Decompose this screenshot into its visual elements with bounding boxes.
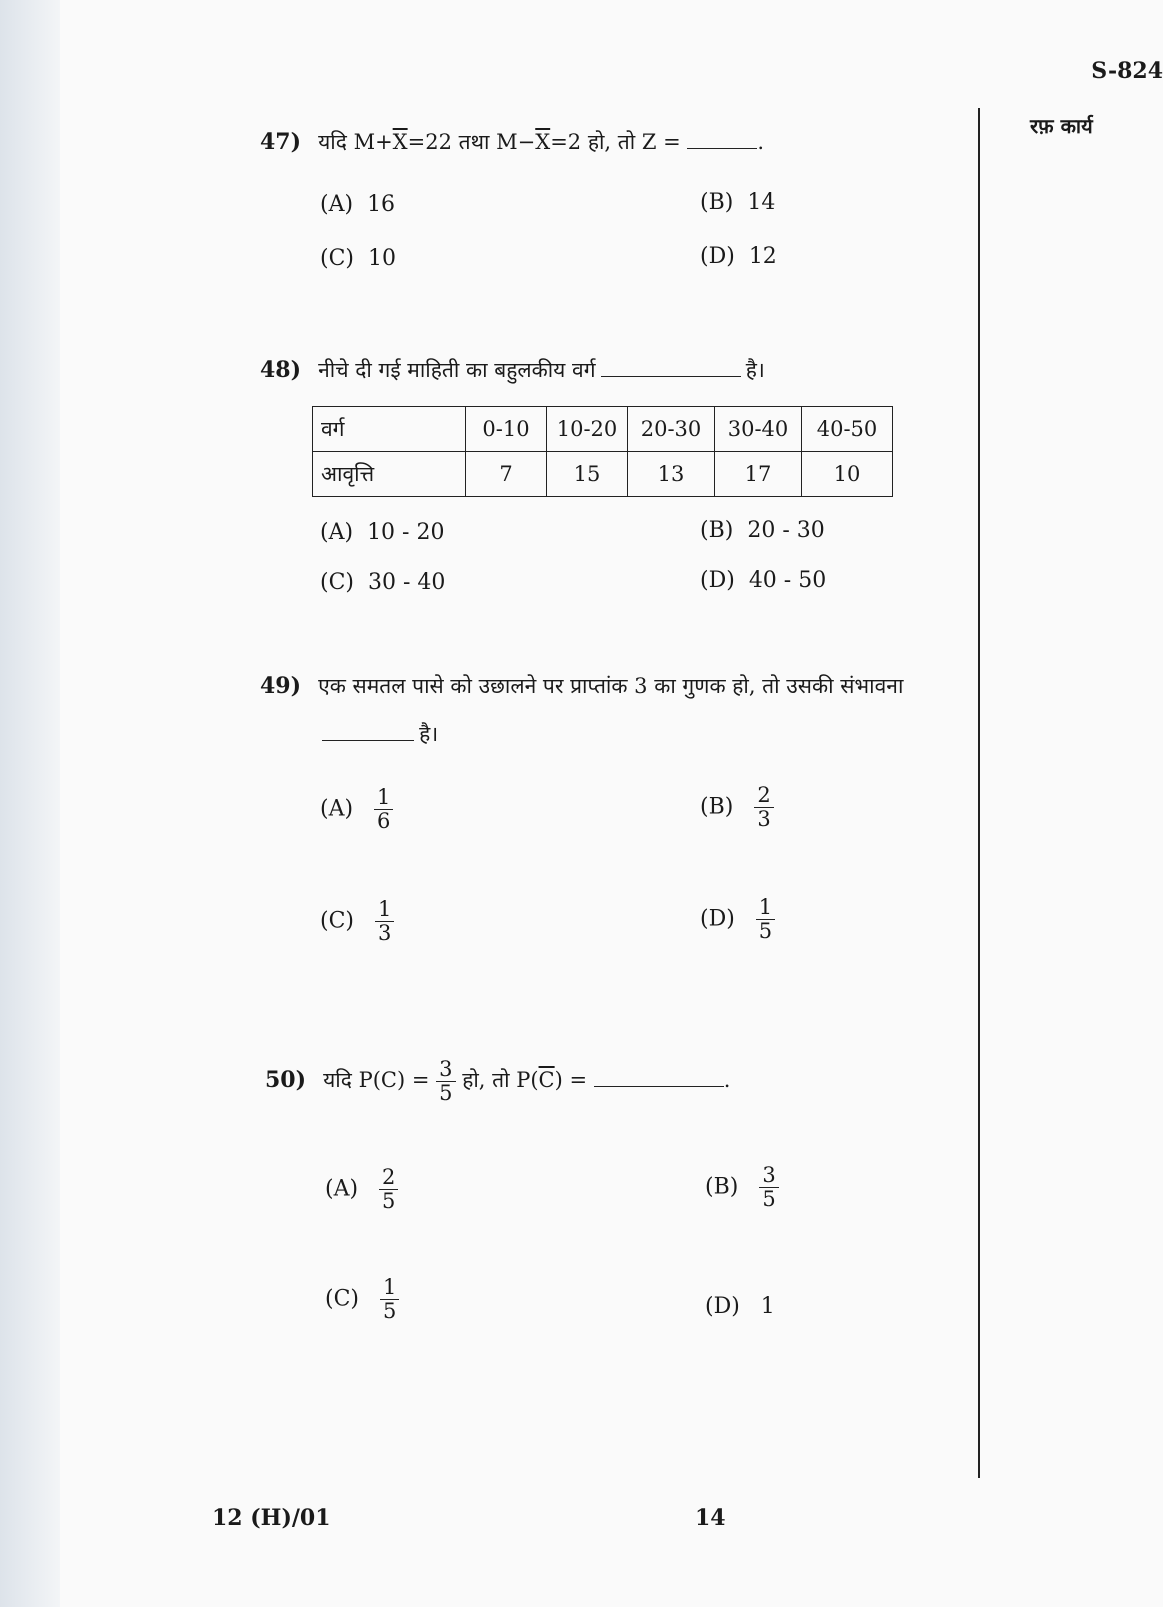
option-a: (A) 16 [320, 192, 396, 217]
option-b: (B) $\frac{3}{5}$ [705, 1164, 779, 1211]
table-cell: 10-20 [547, 407, 628, 452]
question-number: 48) [260, 357, 302, 383]
option-c: (C) 30 - 40 [320, 570, 446, 595]
fraction: $\frac{3}{5}$ [759, 1164, 778, 1211]
question-text: नीचे दी गई माहिती का बहुलकीय वर्ग [318, 358, 596, 382]
option-a: (A) $\frac{1}{6}$ [320, 786, 393, 833]
paper-code: S-824 [1091, 58, 1163, 84]
x-bar: $\overline{X}$ [392, 130, 408, 154]
table-header-cell: आवृत्ति [313, 452, 466, 497]
rough-work-divider [978, 108, 980, 1478]
option-a: (A) $\frac{2}{5}$ [325, 1166, 398, 1213]
option-d: (D) 1 [705, 1294, 775, 1319]
question-48: 48) नीचे दी गई माहिती का बहुलकीय वर्ग है। [260, 357, 765, 383]
table-cell: 7 [466, 452, 547, 497]
option-b: (B) $\frac{2}{3}$ [700, 784, 774, 831]
question-text: एक समतल पासे को उछालने पर प्राप्तांक 3 का गुणक हो, तो उसकी संभावना [318, 674, 904, 698]
fraction: $\frac{1}{5}$ [380, 1276, 399, 1323]
option-b: (B) 20 - 30 [700, 518, 825, 543]
option-c: (C) $\frac{1}{5}$ [325, 1276, 399, 1323]
question-47 [260, 128, 764, 156]
question-number: 47) [260, 129, 302, 155]
option-d: (D) 40 - 50 [700, 568, 827, 593]
table-header-cell: वर्ग [313, 407, 466, 452]
exam-page [60, 0, 1163, 1607]
table-cell: 15 [547, 452, 628, 497]
table-cell: 17 [715, 452, 802, 497]
table-cell: 30-40 [715, 407, 802, 452]
fraction: $\frac{1}{6}$ [374, 786, 393, 833]
table-cell: 13 [628, 452, 715, 497]
fraction: $\frac{2}{5}$ [379, 1166, 398, 1213]
frequency-table [312, 406, 893, 497]
answer-blank [601, 358, 741, 377]
answer-blank [322, 722, 414, 741]
question-49 [260, 672, 903, 700]
question-50 [265, 1058, 730, 1105]
option-c: (C) $\frac{1}{3}$ [320, 898, 394, 945]
table-cell: 0-10 [466, 407, 547, 452]
fraction: $\frac{1}{5}$ [756, 896, 775, 943]
option-d: (D) 12 [700, 244, 777, 269]
question-49-continuation: है। [322, 720, 438, 748]
footer-code: 12 (H)/01 [212, 1505, 331, 1531]
x-bar: $\overline{X}$ [535, 130, 551, 154]
scan-margin [0, 0, 60, 1607]
question-number: 50) [265, 1067, 307, 1094]
table-cell: 10 [802, 452, 893, 497]
fraction: $\frac{1}{3}$ [375, 898, 394, 945]
table-cell: 40-50 [802, 407, 893, 452]
page-number: 14 [695, 1505, 726, 1531]
question-text: यदि P(C) = $\frac{3}{5}$ हो, तो $P(\overline{C})$ = . [323, 1057, 731, 1106]
fraction: $\frac{3}{5}$ [436, 1058, 455, 1105]
table-cell: 20-30 [628, 407, 715, 452]
table-row [313, 452, 893, 497]
fraction: $\frac{2}{3}$ [754, 784, 773, 831]
option-d: (D) $\frac{1}{5}$ [700, 896, 775, 943]
c-bar: $\overline{C}$ [538, 1068, 555, 1093]
answer-blank [687, 130, 757, 149]
option-c: (C) 10 [320, 246, 396, 271]
answer-blank [594, 1068, 724, 1087]
question-number: 49) [260, 673, 302, 699]
table-row [313, 407, 893, 452]
question-text: यदि $M+\overline{X}=22$ तथा $M-\overline{X}=2$ हो, तो Z = . [318, 130, 765, 154]
option-b: (B) 14 [700, 190, 776, 215]
option-a: (A) 10 - 20 [320, 520, 445, 545]
rough-work-label: रफ़ कार्य [1030, 114, 1093, 138]
